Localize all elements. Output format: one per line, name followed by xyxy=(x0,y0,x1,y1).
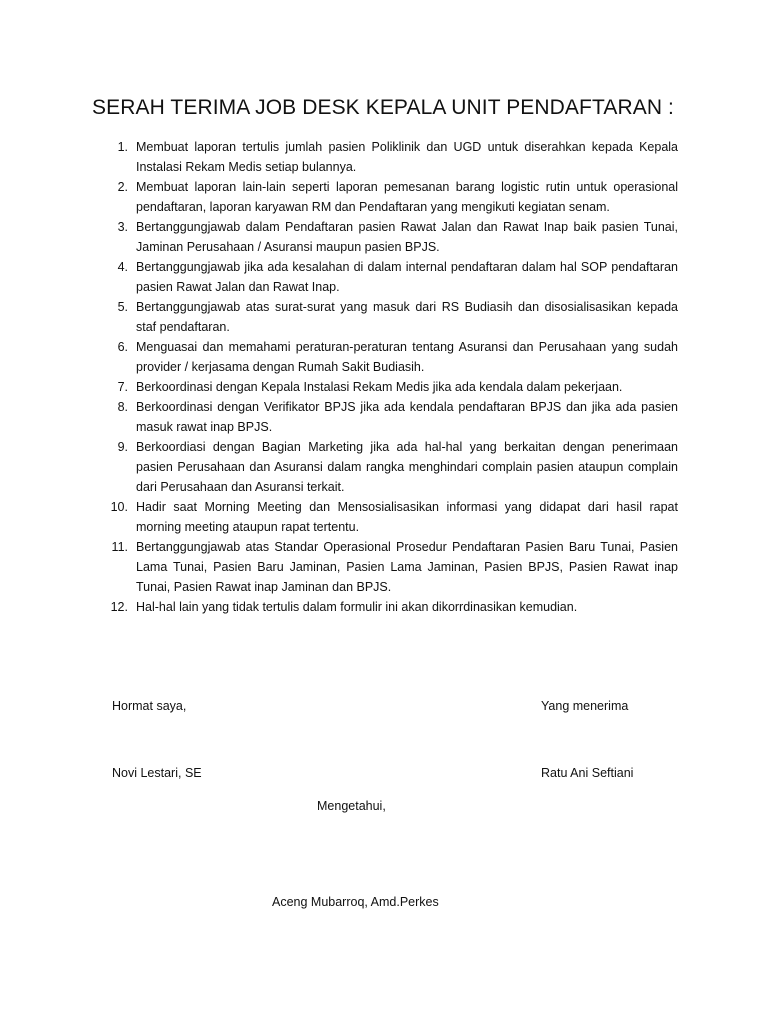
list-item xyxy=(106,297,678,337)
list-item xyxy=(106,437,678,497)
list-item-text: Berkoordinasi dengan Kepala Instalasi Rekam Medis jika ada kendala dalam pekerjaan. xyxy=(136,380,623,394)
list-item-text: Berkoordiasi dengan Bagian Marketing jika ada hal-hal yang berkaitan dengan penerimaan pasien Perusahaan dan Asuransi dalam rangka menghindari complain pasien ataupun complain dari Perusahaan dan Asuransi terkait. xyxy=(136,440,678,494)
list-item-number: 7. xyxy=(117,380,128,394)
list-item xyxy=(106,377,678,397)
list-item-number: 1. xyxy=(117,140,128,154)
list-item-number: 10. xyxy=(110,500,128,514)
sender-signature-label: Hormat saya, xyxy=(112,699,187,713)
list-item-text: Hal-hal lain yang tidak tertulis dalam formulir ini akan dikorrdinasikan kemudian. xyxy=(136,600,578,614)
list-item-text: Bertanggungjawab atas surat-surat yang masuk dari RS Budiasih dan disosialisasikan kepada staf pendaftaran. xyxy=(136,300,678,334)
list-item-number: 3. xyxy=(117,220,128,234)
list-item-number: 6. xyxy=(117,340,128,354)
list-item-text: Bertanggungjawab atas Standar Operasional Prosedur Pendaftaran Pasien Baru Tunai, Pasien Lama Tunai, Pasien Baru Jaminan, Pasien Lama Jaminan, Pasien BPJS, Pasien Rawat inap Tunai, Pasien Rawat inap Jaminan dan BPJS. xyxy=(136,540,678,594)
list-item-number: 8. xyxy=(117,400,128,414)
list-item-text: Bertanggungjawab jika ada kesalahan di dalam internal pendaftaran dalam hal SOP pendaftaran pasien Rawat Jalan dan Rawat Inap. xyxy=(136,260,678,294)
list-item xyxy=(106,597,678,617)
list-item-number: 12. xyxy=(110,600,128,614)
approver-name: Aceng Mubarroq, Amd.Perkes xyxy=(272,895,439,909)
list-item xyxy=(106,337,678,377)
list-item-number: 11. xyxy=(111,540,128,554)
list-item-number: 2. xyxy=(117,180,128,194)
approver-signature-label: Mengetahui, xyxy=(317,799,386,813)
list-item xyxy=(106,177,678,217)
receiver-signature-label: Yang menerima xyxy=(541,699,629,713)
list-item xyxy=(106,537,678,597)
list-item xyxy=(106,137,678,177)
list-item xyxy=(106,257,678,297)
list-item-text: Hadir saat Morning Meeting dan Mensosialisasikan informasi yang didapat dari hasil rapat morning meeting ataupun rapat tertentu. xyxy=(136,500,678,534)
list-item-number: 4. xyxy=(117,260,128,274)
list-item-text: Membuat laporan tertulis jumlah pasien Poliklinik dan UGD untuk diserahkan kepada Kepala Instalasi Rekam Medis setiap bulannya. xyxy=(136,140,678,174)
list-item xyxy=(106,217,678,257)
list-item-number: 9. xyxy=(117,440,128,454)
list-item xyxy=(106,397,678,437)
document-title: SERAH TERIMA JOB DESK KEPALA UNIT PENDAFTARAN : xyxy=(92,96,674,119)
list-item-text: Berkoordinasi dengan Verifikator BPJS jika ada kendala pendaftaran BPJS dan jika ada pasien masuk rawat inap BPJS. xyxy=(136,400,678,434)
job-desk-list xyxy=(106,137,678,617)
list-item xyxy=(106,497,678,537)
list-item-number: 5. xyxy=(117,300,128,314)
sender-name: Novi Lestari, SE xyxy=(112,766,202,780)
list-item-text: Bertanggungjawab dalam Pendaftaran pasien Rawat Jalan dan Rawat Inap baik pasien Tunai, Jaminan Perusahaan / Asuransi maupun pasien BPJS. xyxy=(136,220,678,254)
receiver-name: Ratu Ani Seftiani xyxy=(541,766,634,780)
list-item-text: Menguasai dan memahami peraturan-peraturan tentang Asuransi dan Perusahaan yang sudah provider / kerjasama dengan Rumah Sakit Budiasih. xyxy=(136,340,678,374)
list-item-text: Membuat laporan lain-lain seperti laporan pemesanan barang logistic rutin untuk operasional pendaftaran, laporan karyawan RM dan Pendaftaran yang mengikuti kegiatan senam. xyxy=(136,180,678,214)
